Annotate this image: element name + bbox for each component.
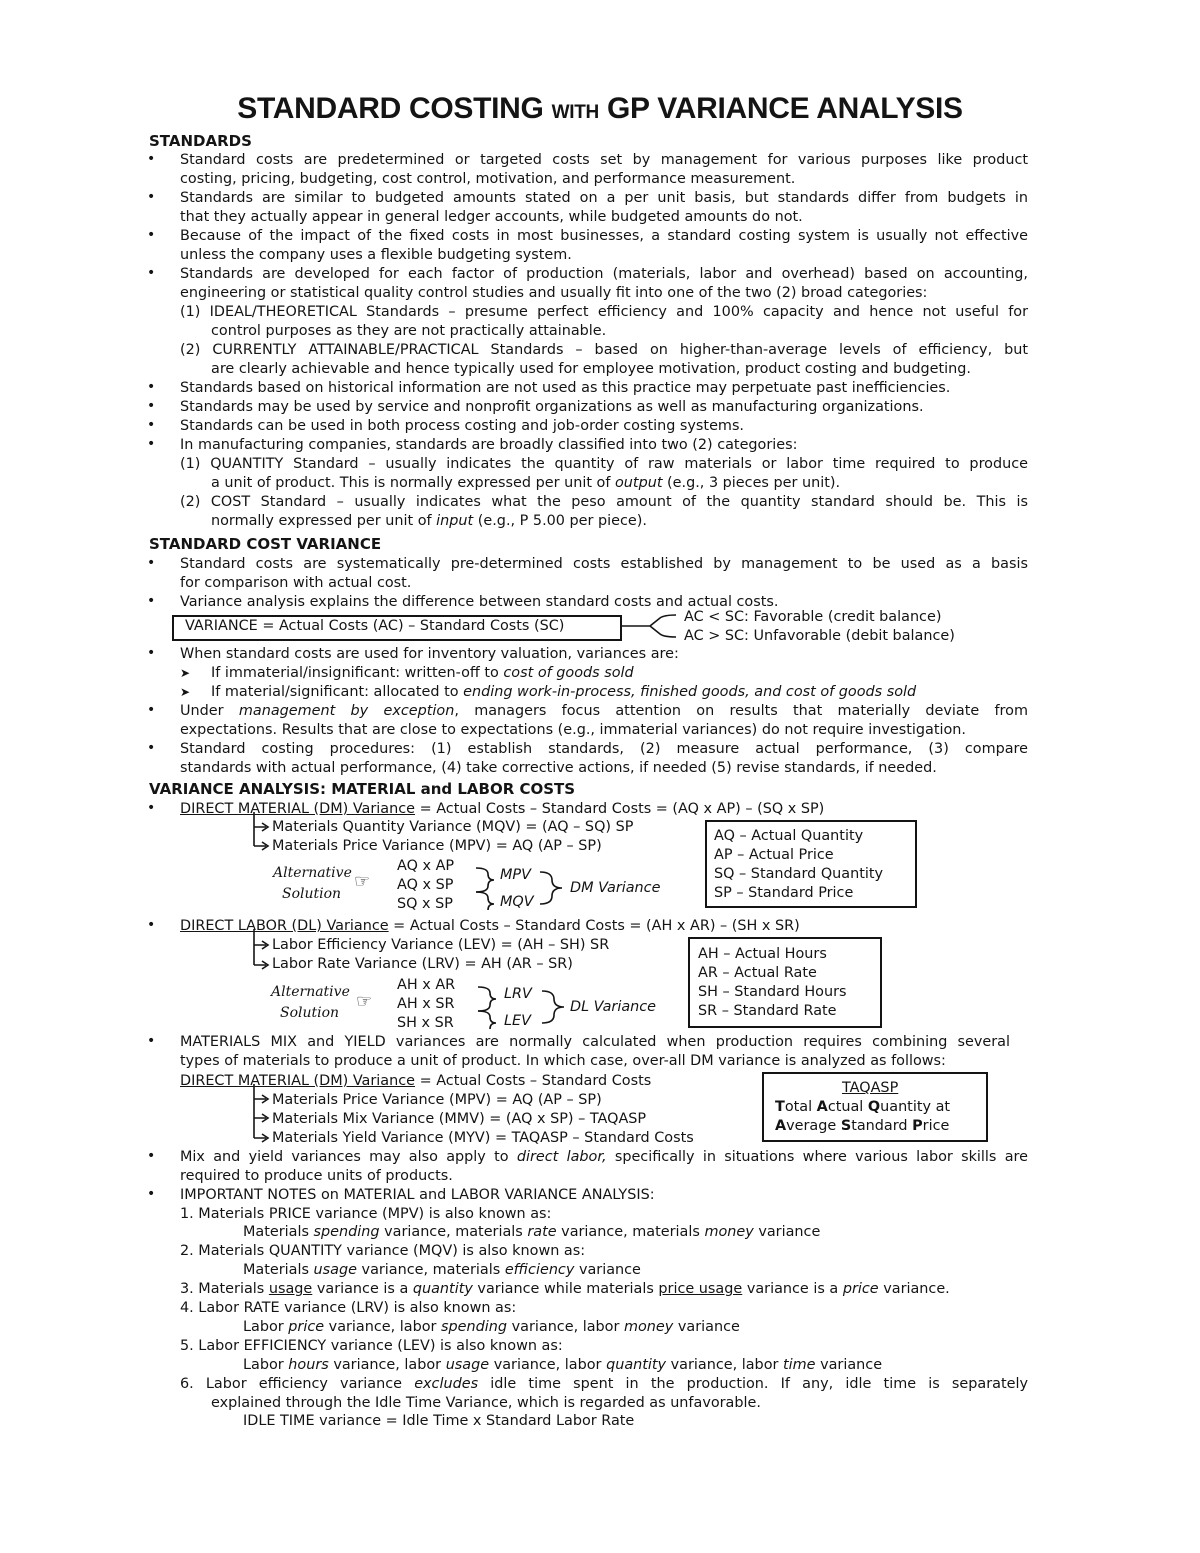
- text-line: MATERIALS MIX and YIELD variances are normally calculated when production requires combining several: [180, 1034, 1010, 1050]
- title-part: GP VARIANCE ANALYSIS: [598, 92, 963, 125]
- text-run: Materials: [243, 1262, 314, 1278]
- text-run: usage: [268, 1281, 313, 1297]
- text-run: management by exception: [238, 703, 455, 719]
- taqasp-title: TAQASP: [842, 1080, 899, 1096]
- taqasp-line: [775, 1099, 950, 1115]
- solution-label: Solution: [282, 886, 342, 902]
- text-line: Standard costs are predetermined or targeted costs set by management for various purposes like product: [180, 152, 1028, 168]
- text-run: Labor: [243, 1319, 289, 1335]
- taqasp-initial: T: [775, 1099, 785, 1115]
- text-run: hours: [288, 1357, 329, 1373]
- favorable-rule: AC < SC: Favorable (credit balance): [684, 609, 942, 625]
- bullet: •: [147, 593, 156, 609]
- text-run: Labor: [243, 1357, 289, 1373]
- text-line: Because of the impact of the fixed costs in most businesses, a standard costing system is usually not effective: [180, 228, 1028, 244]
- bullet: •: [147, 645, 156, 661]
- text-line: expectations. Results that are close to expectations (e.g., immaterial variances) do not require investigation.: [180, 722, 966, 738]
- text-line: [211, 664, 634, 683]
- mpv-bracket-label: MPV: [500, 867, 531, 883]
- mqv-brace: [476, 892, 494, 910]
- legend-line: SR – Standard Rate: [698, 1003, 837, 1019]
- taqasp-initial: A: [775, 1118, 787, 1134]
- alternative-label: Alternative: [271, 984, 350, 1000]
- text-line: control purposes as they are not practically attainable.: [211, 323, 607, 339]
- solution-label: Solution: [280, 1005, 340, 1021]
- arrow-bullet: ➤: [180, 685, 191, 699]
- title-part: STANDARD COSTING: [237, 92, 552, 125]
- text-run: variance, labor: [328, 1357, 446, 1373]
- text-run: variance: [574, 1262, 641, 1278]
- text-run: price usage: [658, 1281, 743, 1297]
- dl-variance-label: DL Variance: [570, 999, 657, 1015]
- text-run: variance is a: [742, 1281, 843, 1297]
- text-run: variance, labor: [666, 1357, 783, 1373]
- text-run: variance, materials: [356, 1262, 505, 1278]
- text-line: Standards based on historical information are not used as this practice may perpetuate past inefficiencies.: [180, 380, 951, 396]
- text-run: variance: [673, 1319, 740, 1335]
- mqv-line: Materials Quantity Variance (MQV) = (AQ – SQ) SP: [272, 819, 634, 835]
- legend-line: AR – Actual Rate: [698, 965, 817, 981]
- text-run: (e.g., P 5.00 per piece).: [473, 513, 647, 529]
- text-run: quantity: [606, 1357, 667, 1373]
- alt-row: SH x SR: [397, 1015, 454, 1031]
- text-run: variance: [815, 1357, 883, 1373]
- text-line: standards with actual performance, (4) take corrective actions, if needed (5) revise standards, if needed.: [180, 760, 937, 776]
- alt-row: AQ x AP: [397, 858, 455, 874]
- text-run: If immaterial/insignificant: written-off to: [211, 665, 504, 681]
- text-run: DIRECT MATERIAL (DM) Variance: [180, 801, 415, 817]
- text-run: idle time spent in the production. If any, idle time is separately: [478, 1376, 1028, 1392]
- taqasp-initial: P: [912, 1118, 923, 1134]
- text-run: variance.: [878, 1281, 950, 1297]
- important-notes-heading: IMPORTANT NOTES on MATERIAL and LABOR VARIANCE ANALYSIS:: [180, 1187, 655, 1203]
- text-run: DIRECT MATERIAL (DM) Variance: [180, 1073, 415, 1089]
- alternative-label: Alternative: [273, 865, 352, 881]
- text-line: (1) QUANTITY Standard – usually indicates the quantity of raw materials or labor time required to produce: [180, 456, 1028, 472]
- text-run: efficiency: [504, 1262, 575, 1278]
- bullet: •: [147, 189, 156, 205]
- text-run: 6. Labor efficiency variance: [180, 1376, 415, 1392]
- text-line: Standards can be used in both process costing and job-order costing systems.: [180, 418, 745, 434]
- text-run: input: [436, 513, 474, 529]
- text-run: normally expressed per unit of: [211, 513, 437, 529]
- alt-row: SQ x SP: [397, 896, 453, 912]
- dm-tree-arrows: [262, 823, 268, 850]
- bullet: •: [147, 417, 156, 433]
- legend-line: AP – Actual Price: [714, 847, 834, 863]
- note-4-sub: [243, 1318, 740, 1337]
- legend-line: SQ – Standard Quantity: [714, 866, 884, 882]
- bullet: •: [147, 1186, 156, 1202]
- text-run: Under: [180, 703, 239, 719]
- taqasp-rest: ctual: [827, 1099, 868, 1115]
- bullet: •: [147, 265, 156, 281]
- text-run: (e.g., 3 pieces per unit).: [662, 475, 841, 491]
- pointing-hand-icon: ☞: [356, 991, 373, 1012]
- text-line: Standards may be used by service and nonprofit organizations as well as manufacturing organizations.: [180, 399, 924, 415]
- mpv-line: Materials Price Variance (MPV) = AQ (AP – SP): [272, 838, 602, 854]
- text-run: variance, materials: [379, 1224, 528, 1240]
- section-heading-variance-analysis: VARIANCE ANALYSIS: MATERIAL and LABOR COSTS: [149, 780, 576, 798]
- taqasp-rest: tandard: [851, 1118, 913, 1134]
- text-run: ending work-in-process, finished goods, and cost of goods sold: [463, 684, 917, 700]
- text-run: = Actual Costs – Standard Costs = (AH x AR) – (SH x SR): [388, 918, 800, 934]
- bullet: •: [147, 436, 156, 452]
- text-run: 3. Materials: [180, 1281, 269, 1297]
- text-run: specifically in situations where various labor skills are: [606, 1149, 1028, 1165]
- text-run: variance, labor: [489, 1357, 607, 1373]
- text-line: costing, pricing, budgeting, cost control, motivation, and performance measurement.: [180, 171, 796, 187]
- text-line: When standard costs are used for inventory valuation, variances are:: [180, 646, 679, 662]
- taqasp-initial: Q: [867, 1099, 881, 1115]
- text-run: variance is a: [312, 1281, 413, 1297]
- dm-variance-brace: [540, 872, 562, 904]
- section-heading-standards: STANDARDS: [149, 132, 252, 150]
- text-run: Materials: [243, 1224, 314, 1240]
- text-line: [211, 512, 647, 531]
- bullet: •: [147, 227, 156, 243]
- text-run: usage: [313, 1262, 357, 1278]
- alt-row: AQ x SP: [397, 877, 454, 893]
- text-run: Mix and yield variances may also apply to: [180, 1149, 517, 1165]
- text-run: money: [623, 1319, 674, 1335]
- formula-brace: [622, 615, 676, 637]
- text-line: required to produce units of products.: [180, 1168, 453, 1184]
- taqasp-initial: S: [840, 1118, 852, 1134]
- mqv-bracket-label: MQV: [500, 894, 534, 910]
- bullet: •: [147, 379, 156, 395]
- text-run: usage: [445, 1357, 490, 1373]
- text-run: price: [288, 1319, 325, 1335]
- text-line: [180, 1148, 1028, 1167]
- dl-tree-arrows: [262, 941, 268, 969]
- text-run: output: [615, 475, 663, 491]
- legend-line: SH – Standard Hours: [698, 984, 847, 1000]
- note-3: [180, 1280, 950, 1299]
- lev-brace: [478, 1011, 496, 1029]
- bullet: •: [147, 740, 156, 756]
- dl-variance-line: [180, 917, 800, 936]
- lrv-brace: [478, 987, 496, 1011]
- text-run: direct labor,: [516, 1149, 607, 1165]
- text-line: Standards are similar to budgeted amounts stated on a per unit basis, but standards differ from budgets in: [180, 190, 1028, 206]
- text-run: = Actual Costs – Standard Costs = (AQ x AP) – (SQ x SP): [415, 801, 825, 817]
- text-line: are clearly achievable and hence typically used for employee motivation, product costing and budgeting.: [211, 361, 971, 377]
- section-heading-standard-cost-variance: STANDARD COST VARIANCE: [149, 535, 382, 553]
- mpv-line-2: Materials Price Variance (MPV) = AQ (AP – SP): [272, 1092, 602, 1108]
- text-line: [211, 474, 840, 493]
- text-line: unless the company uses a flexible budgeting system.: [180, 247, 572, 263]
- text-line: engineering or statistical quality control studies and usually fit into one of the two (2) broad categories:: [180, 285, 928, 301]
- lrv-bracket-label: LRV: [504, 986, 532, 1002]
- bullet: •: [147, 702, 156, 718]
- text-line: Standards are developed for each factor of production (materials, labor and overhead) based on accounting,: [180, 266, 1028, 282]
- text-line: Standard costs are systematically pre-determined costs established by management to be used as a basis: [180, 556, 1028, 572]
- note-5-sub: [243, 1356, 882, 1375]
- note-5: 5. Labor EFFICIENCY variance (LEV) is also known as:: [180, 1338, 563, 1354]
- alt-row: AH x SR: [397, 996, 455, 1012]
- idle-time-formula: IDLE TIME variance = Idle Time x Standard Labor Rate: [243, 1413, 635, 1429]
- mmv-line: Materials Mix Variance (MMV) = (AQ x SP) – TAQASP: [272, 1111, 647, 1127]
- legend-line: SP – Standard Price: [714, 885, 854, 901]
- text-line: (2) CURRENTLY ATTAINABLE/PRACTICAL Standards – based on higher-than-average levels of efficiency, but: [180, 342, 1028, 358]
- text-line: (2) COST Standard – usually indicates what the peso amount of the quantity standard should be. This is: [180, 494, 1028, 510]
- bullet: •: [147, 1148, 156, 1164]
- variance-formula: VARIANCE = Actual Costs (AC) – Standard Costs (SC): [185, 618, 565, 634]
- text-run: money: [704, 1224, 754, 1240]
- text-run: a unit of product. This is normally expressed per unit of: [211, 475, 615, 491]
- text-run: variance, labor: [507, 1319, 624, 1335]
- mix-tree-lines: [254, 1084, 266, 1138]
- note-1-sub: [243, 1223, 820, 1242]
- text-line: that they actually appear in general ledger accounts, while budgeted amounts do not.: [180, 209, 803, 225]
- lev-bracket-label: LEV: [504, 1013, 531, 1029]
- page-title: [0, 92, 1200, 126]
- taqasp-initial: A: [816, 1099, 828, 1115]
- dm-variance-line-2: [180, 1072, 651, 1091]
- legend-line: AH – Actual Hours: [698, 946, 827, 962]
- legend-line: AQ – Actual Quantity: [714, 828, 864, 844]
- text-run: quantity: [412, 1281, 473, 1297]
- bullet: •: [147, 1033, 156, 1049]
- dl-variance-brace: [542, 991, 564, 1023]
- text-run: time: [783, 1357, 816, 1373]
- text-run: price: [842, 1281, 879, 1297]
- text-run: If material/significant: allocated to: [211, 684, 464, 700]
- text-line: Standard costing procedures: (1) establish standards, (2) measure actual performance, (3) compare: [180, 741, 1028, 757]
- taqasp-initial: a: [935, 1099, 945, 1115]
- dm-variance-label: DM Variance: [570, 880, 661, 896]
- text-run: variance, labor: [324, 1319, 442, 1335]
- myv-line: Materials Yield Variance (MYV) = TAQASP – Standard Costs: [272, 1130, 694, 1146]
- text-run: cost of goods sold: [503, 665, 634, 681]
- text-line: [180, 702, 1028, 721]
- bullet: •: [147, 151, 156, 167]
- taqasp-rest: uantity: [880, 1099, 936, 1115]
- note-2: 2. Materials QUANTITY variance (MQV) is also known as:: [180, 1243, 586, 1259]
- text-run: DIRECT LABOR (DL) Variance: [180, 918, 389, 934]
- text-run: spending: [313, 1224, 380, 1240]
- bullet: •: [147, 555, 156, 571]
- text-line: Variance analysis explains the difference between standard costs and actual costs.: [180, 594, 779, 610]
- taqasp-rest: rice: [922, 1118, 950, 1134]
- text-run: rate: [527, 1224, 557, 1240]
- arrow-bullet: ➤: [180, 666, 191, 680]
- text-line: types of materials to produce a unit of product. In which case, over-all DM variance is analyzed as follows:: [180, 1053, 946, 1069]
- lev-line: Labor Efficiency Variance (LEV) = (AH – SH) SR: [272, 937, 610, 953]
- text-run: , managers focus attention on results that materially deviate from: [454, 703, 1028, 719]
- bullet: •: [147, 398, 156, 414]
- taqasp-rest: verage: [786, 1118, 841, 1134]
- pointing-hand-icon: ☞: [354, 871, 371, 892]
- alt-row: AH x AR: [397, 977, 456, 993]
- note-1: 1. Materials PRICE variance (MPV) is also known as:: [180, 1206, 552, 1222]
- note-4: 4. Labor RATE variance (LRV) is also known as:: [180, 1300, 517, 1316]
- taqasp-line: [775, 1118, 949, 1134]
- title-part: WITH: [551, 102, 599, 123]
- text-line: [211, 683, 916, 702]
- bullet: •: [147, 917, 156, 933]
- note-6-line-2: explained through the Idle Time Variance, which is regarded as unfavorable.: [211, 1395, 761, 1411]
- dm-variance-line: [180, 800, 824, 819]
- mpv-brace: [476, 868, 494, 892]
- bullet: •: [147, 800, 156, 816]
- text-run: variance: [753, 1224, 821, 1240]
- taqasp-rest: otal: [784, 1099, 817, 1115]
- text-run: variance while materials: [472, 1281, 659, 1297]
- text-run: variance, materials: [556, 1224, 705, 1240]
- text-run: excludes: [414, 1376, 479, 1392]
- text-line: In manufacturing companies, standards are broadly classified into two (2) categories:: [180, 437, 798, 453]
- mix-tree-arrows: [262, 1095, 268, 1142]
- text-run: spending: [441, 1319, 508, 1335]
- lrv-line: Labor Rate Variance (LRV) = AH (AR – SR): [272, 956, 573, 972]
- note-2-sub: [243, 1261, 641, 1280]
- taqasp-rest: t: [944, 1099, 951, 1115]
- text-run: = Actual Costs – Standard Costs: [415, 1073, 652, 1089]
- text-line: (1) IDEAL/THEORETICAL Standards – presume perfect efficiency and 100% capacity and hence not useful for: [180, 304, 1028, 320]
- text-line: for comparison with actual cost.: [180, 575, 412, 591]
- note-6: [180, 1375, 1028, 1394]
- unfavorable-rule: AC > SC: Unfavorable (debit balance): [684, 628, 955, 644]
